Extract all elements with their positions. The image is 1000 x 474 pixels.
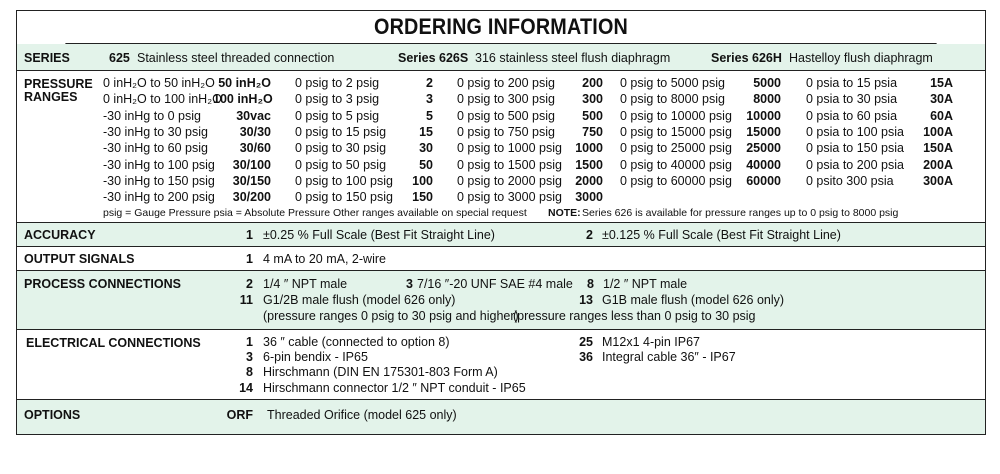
pressure-code: 40000 — [746, 157, 781, 172]
pressure-code: 1500 — [575, 157, 603, 172]
pressure-range: -30 inHg to 0 psig — [103, 108, 201, 123]
pressure-range: 0 psig to 30 psig — [295, 141, 387, 156]
pressure-code: 300 — [582, 92, 603, 107]
electrical-1-code: 1 — [246, 335, 253, 349]
pressure-range: 0 psig to 10000 psig — [620, 108, 732, 123]
process-8-code: 8 — [587, 277, 594, 291]
pressure-range: 0 psia to 150 psia — [806, 141, 904, 156]
process-13-note: (pressure ranges less than 0 psig to 30 psig — [513, 309, 756, 323]
pressure-range: -30 inHg to 100 psig — [103, 157, 215, 172]
electrical-14-desc: Hirschmann connector 1/2 ″ NPT conduit - IP65 — [263, 381, 526, 395]
electrical-1-desc: 36 ″ cable (connected to option 8) — [263, 335, 450, 349]
pressure-code: 100A — [923, 124, 953, 139]
pressure-note-label: NOTE: — [548, 207, 581, 219]
electrical-3-code: 3 — [246, 350, 253, 364]
options-orf-desc: Threaded Orifice (model 625 only) — [267, 408, 457, 422]
electrical-25-code: 25 — [579, 335, 593, 349]
pressure-ranges-row — [17, 71, 985, 223]
pressure-code: 30/100 — [232, 157, 271, 172]
pressure-code: 5 — [426, 108, 433, 123]
pressure-range: 0 psig to 15000 psig — [620, 124, 732, 139]
pressure-code: 15000 — [746, 124, 781, 139]
pressure-range: 0 psia to 100 psia — [806, 124, 904, 139]
process-11-code: 11 — [239, 293, 253, 307]
pressure-range: 0 psig to 5000 psig — [620, 76, 725, 90]
pressure-code: 30/60 — [239, 141, 271, 156]
process-11-note: (pressure ranges 0 psig to 30 psig and higher) — [263, 309, 519, 323]
pressure-range: 0 psia to 60 psia — [806, 108, 898, 123]
pressure-range: 0 psig to 5 psig — [295, 108, 380, 123]
accuracy-2-code: 2 — [586, 228, 593, 242]
pressure-range: 0 psig to 8000 psig — [620, 92, 725, 107]
pressure-code: 30 — [419, 141, 433, 156]
table-title: ORDERING INFORMATION — [65, 11, 936, 44]
options-orf-code: ORF — [226, 408, 253, 422]
output-row — [17, 247, 985, 271]
pressure-code: 2 — [426, 76, 433, 90]
pressure-label-1: PRESSURE — [24, 77, 93, 91]
pressure-range: 0 psig to 2000 psig — [457, 173, 562, 188]
pressure-range: -30 inHg to 150 psig — [103, 173, 215, 188]
pressure-code: 10000 — [746, 108, 781, 123]
series-626s-desc: 316 stainless steel flush diaphragm — [475, 51, 671, 65]
pressure-range: 0 psig to 3000 psig — [457, 190, 562, 205]
pressure-range: 0 psig to 150 psig — [295, 190, 393, 205]
series-626h-code: Series 626H — [711, 51, 782, 65]
pressure-code: 750 — [582, 124, 603, 139]
process-row — [17, 271, 985, 330]
accuracy-label: ACCURACY — [24, 228, 96, 242]
process-11-desc: G1/2B male flush (model 626 only) — [263, 293, 456, 307]
pressure-code: 50 — [419, 157, 433, 172]
pressure-range: 0 psig to 1000 psig — [457, 141, 562, 156]
accuracy-2-desc: ±0.125 % Full Scale (Best Fit Straight Line) — [602, 228, 841, 242]
pressure-code: 30A — [930, 92, 953, 107]
pressure-code: 200A — [923, 157, 953, 172]
accuracy-1-desc: ±0.25 % Full Scale (Best Fit Straight Line) — [263, 228, 495, 242]
pressure-code: 15 — [419, 124, 433, 139]
electrical-14-code: 14 — [239, 381, 253, 395]
pressure-code: 30/30 — [239, 124, 271, 139]
pressure-range: 0 psig to 40000 psig — [620, 157, 732, 172]
pressure-code: 2000 — [575, 173, 603, 188]
pressure-range: 0 psig to 15 psig — [295, 124, 387, 139]
pressure-range: 0 psig to 50 psig — [295, 157, 387, 172]
pressure-code: 200 — [582, 76, 603, 90]
pressure-label-2: RANGES — [24, 90, 78, 104]
accuracy-1-code: 1 — [246, 228, 253, 242]
pressure-code: 8000 — [753, 92, 781, 107]
pressure-range: 0 psig to 300 psig — [457, 92, 555, 107]
pressure-code: 30/200 — [232, 190, 271, 205]
pressure-code: 1000 — [575, 141, 603, 156]
pressure-range: 0 psig to 100 psig — [295, 173, 393, 188]
output-1-desc: 4 mA to 20 mA, 2-wire — [263, 252, 386, 266]
output-label: OUTPUT SIGNALS — [24, 252, 135, 266]
options-row — [17, 400, 985, 434]
accuracy-row — [17, 223, 985, 247]
pressure-note-text: Series 626 is available for pressure ranges up to 0 psig to 8000 psig — [582, 207, 899, 219]
pressure-range: 0 psig to 2 psig — [295, 76, 380, 90]
pressure-code: 3000 — [575, 190, 603, 205]
pressure-range: -30 inHg to 30 psig — [103, 124, 208, 139]
electrical-25-desc: M12x1 4-pin IP67 — [602, 335, 700, 349]
pressure-code: 300A — [923, 173, 953, 188]
process-3-code: 3 — [406, 277, 413, 291]
electrical-8-desc: Hirschmann (DIN EN 175301-803 Form A) — [263, 365, 498, 379]
pressure-code: 500 — [582, 108, 603, 123]
series-626s-code: Series 626S — [398, 51, 469, 65]
series-row — [17, 44, 985, 71]
electrical-row — [17, 330, 985, 400]
pressure-range: 0 psig to 3 psig — [295, 92, 380, 107]
ordering-table — [16, 10, 986, 435]
pressure-code: 5000 — [753, 76, 781, 90]
process-3-desc: 7/16 ″-20 UNF SAE #4 male — [417, 277, 573, 291]
electrical-3-desc: 6-pin bendix - IP65 — [263, 350, 368, 364]
pressure-code: 30/150 — [232, 173, 271, 188]
pressure-code: 60000 — [746, 173, 781, 188]
pressure-range: 0 inH₂O to 50 inH₂O — [103, 76, 215, 90]
pressure-code: 15A — [930, 76, 953, 90]
pressure-code: 150A — [923, 141, 953, 156]
options-label: OPTIONS — [24, 408, 81, 422]
pressure-range: 0 psig to 25000 psig — [620, 141, 732, 156]
pressure-range: 0 psia to 30 psia — [806, 92, 898, 107]
pressure-code: 50 inH₂O — [218, 76, 271, 90]
pressure-range: 0 psig to 750 psig — [457, 124, 555, 139]
series-625-desc: Stainless steel threaded connection — [137, 51, 335, 65]
pressure-code: 150 — [412, 190, 433, 205]
process-13-desc: G1B male flush (model 626 only) — [602, 293, 785, 307]
pressure-range: 0 psig to 60000 psig — [620, 173, 732, 188]
pressure-code: 3 — [426, 92, 433, 107]
process-8-desc: 1/2 ″ NPT male — [603, 277, 688, 291]
pressure-range: 0 psito 300 psia — [806, 173, 894, 188]
pressure-range: -30 inHg to 200 psig — [103, 190, 215, 205]
electrical-36-desc: Integral cable 36″ - IP67 — [602, 350, 736, 364]
pressure-code: 100 — [412, 173, 433, 188]
pressure-note-prefix: psig = Gauge Pressure psia = Absolute Pressure Other ranges available on special request — [103, 207, 527, 219]
pressure-range: 0 inH₂O to 100 inH₂O — [103, 92, 222, 107]
process-2-desc: 1/4 ″ NPT male — [263, 277, 348, 291]
electrical-36-code: 36 — [579, 350, 593, 364]
pressure-code: 100 inH₂O — [213, 92, 273, 107]
series-625-code: 625 — [109, 51, 130, 65]
electrical-8-code: 8 — [246, 365, 253, 379]
pressure-code: 25000 — [746, 141, 781, 156]
series-626h-desc: Hastelloy flush diaphragm — [789, 51, 933, 65]
series-label: SERIES — [24, 51, 70, 65]
pressure-code: 30vac — [236, 108, 271, 123]
pressure-range: -30 inHg to 60 psig — [103, 141, 208, 156]
pressure-code: 60A — [930, 108, 953, 123]
process-13-code: 13 — [579, 293, 593, 307]
process-label: PROCESS CONNECTIONS — [24, 277, 181, 291]
pressure-range: 0 psig to 200 psig — [457, 76, 555, 90]
pressure-range: 0 psia to 15 psia — [806, 76, 898, 90]
pressure-range: 0 psia to 200 psia — [806, 157, 904, 172]
output-1-code: 1 — [246, 252, 253, 266]
pressure-range: 0 psig to 1500 psig — [457, 157, 562, 172]
pressure-range: 0 psig to 500 psig — [457, 108, 555, 123]
electrical-label: ELECTRICAL CONNECTIONS — [26, 336, 201, 350]
process-2-code: 2 — [246, 277, 253, 291]
